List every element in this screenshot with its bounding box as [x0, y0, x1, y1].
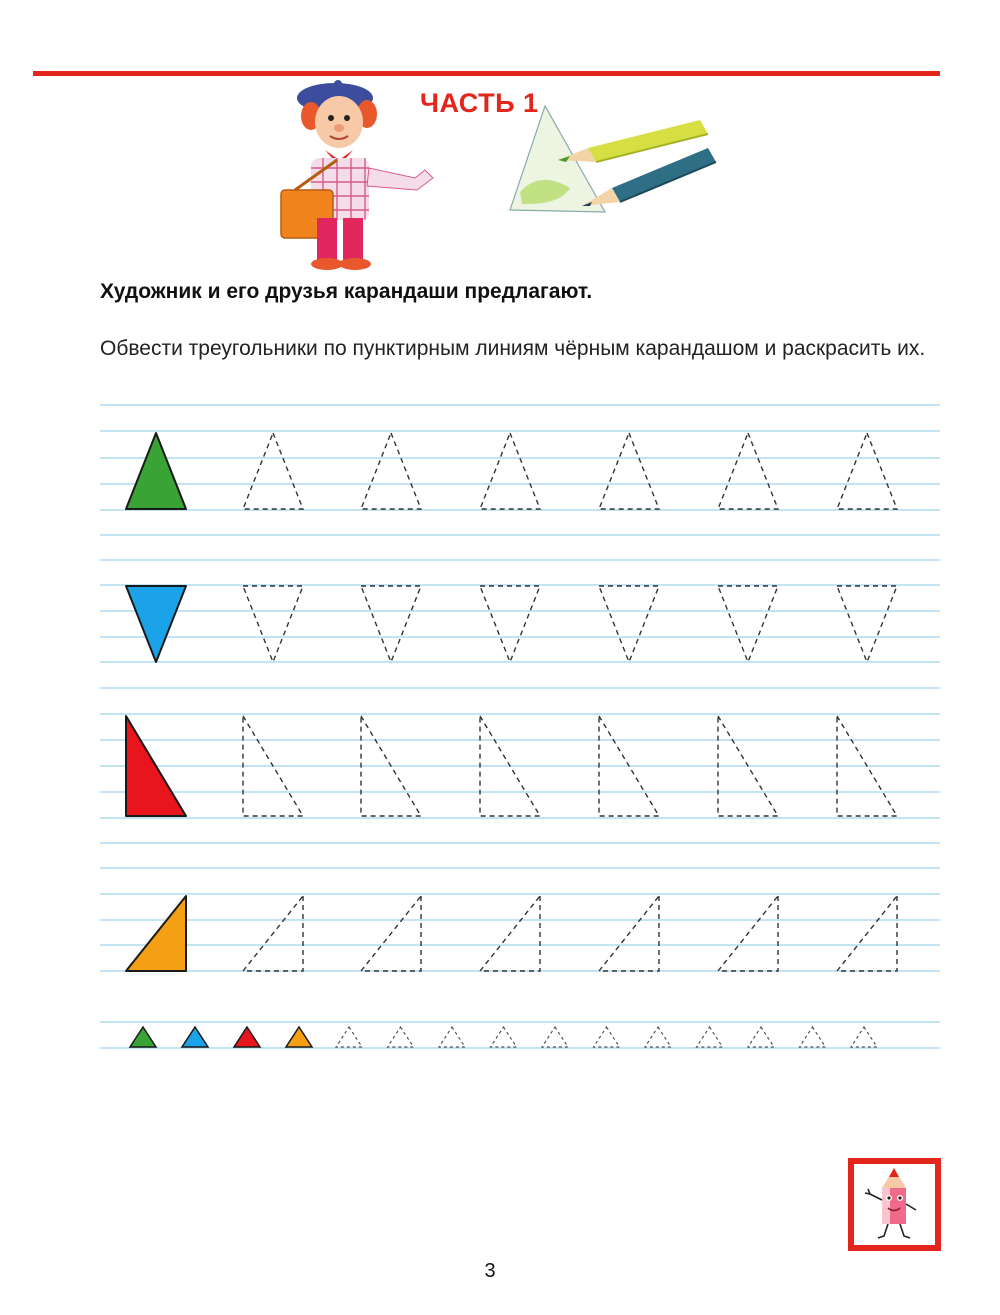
small-dotted-triangle	[336, 1027, 362, 1047]
dotted-triangle	[361, 586, 421, 662]
small-dotted-triangle	[594, 1027, 620, 1047]
dotted-triangle	[837, 586, 897, 662]
dotted-triangle	[480, 433, 540, 509]
small-dotted-triangle	[697, 1027, 723, 1047]
pencil-mascot-badge	[848, 1158, 941, 1251]
dotted-triangle	[480, 896, 540, 971]
dotted-triangle	[599, 586, 659, 662]
dotted-triangle	[599, 896, 659, 971]
pencil-mascot-icon	[854, 1164, 935, 1245]
dotted-triangle	[718, 433, 778, 509]
task-instruction: Обвести треугольники по пунктирным линиям чёрным карандашом и раскрасить их.	[100, 337, 926, 360]
small-dotted-triangle	[645, 1027, 671, 1047]
dotted-triangle	[361, 433, 421, 509]
page-number: 3	[484, 1260, 496, 1282]
dotted-triangle	[243, 896, 303, 971]
dotted-triangle	[718, 586, 778, 662]
small-filled-triangle	[286, 1027, 312, 1047]
dotted-triangle	[243, 586, 303, 662]
task-heading: Художник и его друзья карандаши предлагают.	[100, 280, 593, 303]
dotted-triangle	[243, 433, 303, 509]
small-dotted-triangle	[491, 1027, 517, 1047]
filled-triangle	[126, 896, 186, 971]
dotted-triangle	[361, 896, 421, 971]
small-filled-triangle	[130, 1027, 156, 1047]
small-dotted-triangle	[388, 1027, 414, 1047]
filled-triangle	[126, 433, 186, 509]
small-dotted-triangle	[748, 1027, 774, 1047]
small-dotted-triangle	[439, 1027, 465, 1047]
small-filled-triangle	[182, 1027, 208, 1047]
dotted-triangle	[718, 896, 778, 971]
small-dotted-triangle	[542, 1027, 568, 1047]
small-filled-triangle	[234, 1027, 260, 1047]
small-dotted-triangle	[851, 1027, 877, 1047]
small-dotted-triangle	[800, 1027, 826, 1047]
dotted-triangle	[837, 896, 897, 971]
dotted-triangle	[837, 433, 897, 509]
dotted-triangle	[480, 586, 540, 662]
dotted-triangle	[599, 433, 659, 509]
part-title: ЧАСТЬ 1	[420, 88, 539, 118]
filled-triangle	[126, 586, 186, 662]
